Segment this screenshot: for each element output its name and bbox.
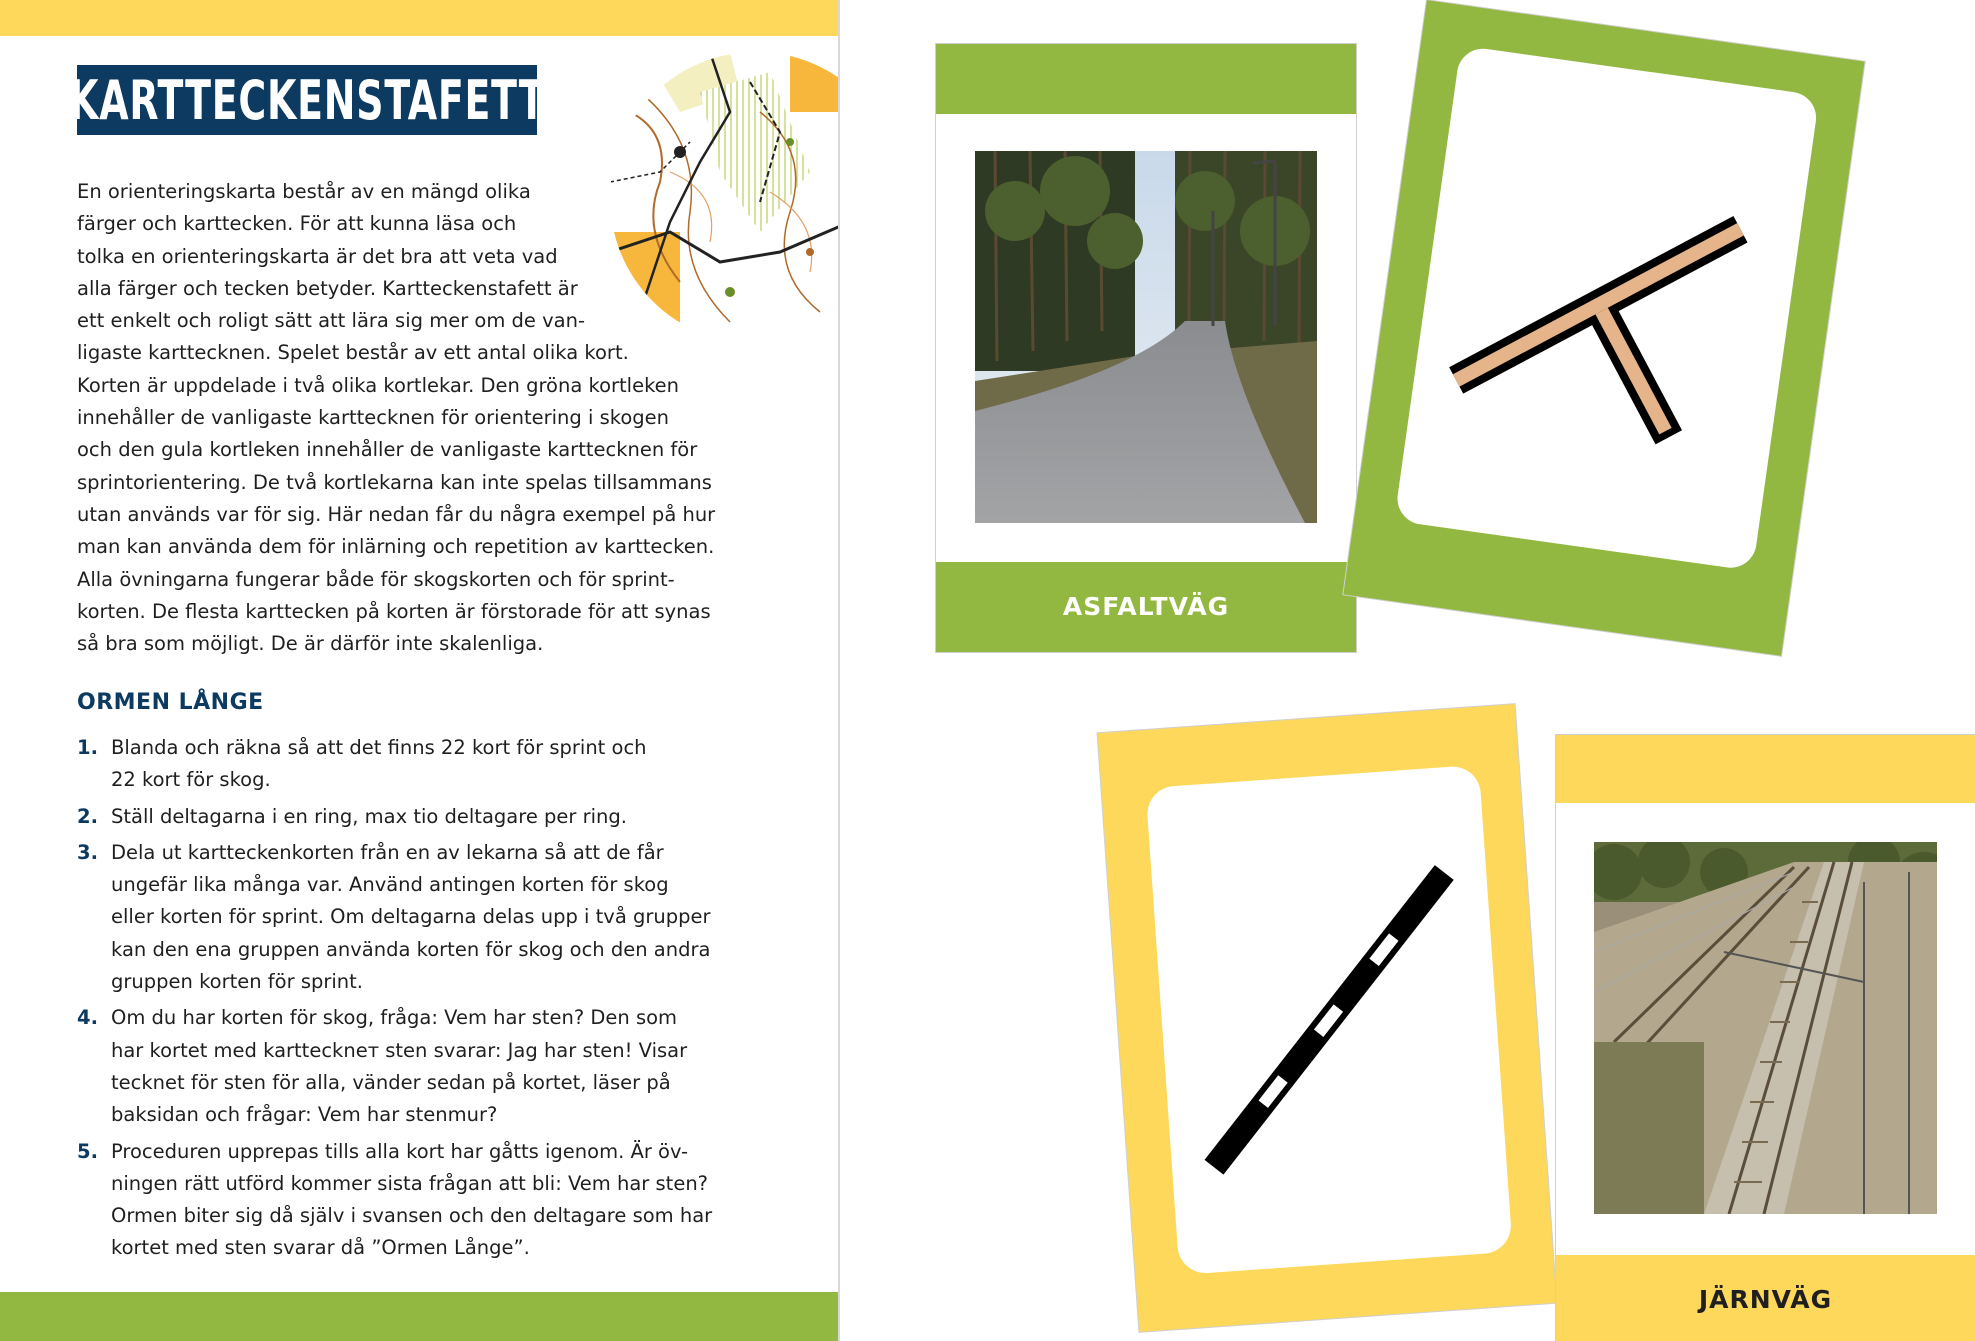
intro-line: korten. De flesta karttecken på korten är förstorade för att synas <box>77 599 711 623</box>
step-line: Proceduren upprepas tills alla kort har gåtts igenom. Är öv- <box>111 1139 689 1163</box>
intro-line: man kan använda dem för inlärning och repetition av karttecken. <box>77 535 715 559</box>
steps-list <box>77 732 777 1269</box>
top-yellow-band <box>0 0 838 36</box>
intro-line: och den gula kortleken innehåller de vanligaste karttecknen för <box>77 438 698 462</box>
railway-photo <box>1594 842 1937 1214</box>
intro-paragraph <box>77 176 777 660</box>
step-number: 1. <box>77 736 98 759</box>
road-photo <box>975 151 1317 523</box>
step-number: 3. <box>77 840 98 864</box>
step-line: baksidan och frågar: Vem har stenmur? <box>111 1103 498 1127</box>
step-line: Ormen biter sig då själv i svansen och den deltagare som har <box>111 1204 713 1228</box>
step-line: 22 kort för skog. <box>111 768 271 792</box>
intro-line: En orienteringskarta består av en mängd olika <box>77 180 531 203</box>
step-line: tecknet för sten för alla, vänder sedan på kortet, läser på <box>111 1070 671 1094</box>
card-asfaltvag-symbol <box>1343 0 1864 656</box>
step-number: 4. <box>77 1006 98 1030</box>
card-asfaltvag-photo <box>936 44 1356 652</box>
left-page <box>0 0 840 1341</box>
card-label-jarnvag: JÄRNVÄG <box>1698 1285 1833 1314</box>
step-item <box>77 801 777 833</box>
step-line: Dela ut kartteckenkorten från en av lekarna så att de får <box>111 840 664 864</box>
page-title-box <box>68 65 546 135</box>
intro-line: tolka en orienteringskarta är det bra att veta vad <box>77 244 558 268</box>
page-title: KARTTECKENSTAFETT <box>68 68 546 132</box>
intro-line: Korten är uppdelade i två olika kortlekar. Den gröna kortleken <box>77 373 680 397</box>
step-item <box>77 1136 777 1265</box>
intro-line: innehåller de vanligaste karttecknen för orientering i skogen <box>77 406 669 430</box>
intro-line: så bra som möjligt. De är därför inte skalenliga. <box>77 632 544 656</box>
intro-line: färger och karttecken. För att kunna läsa och <box>77 212 517 236</box>
step-item <box>77 837 777 998</box>
step-line: Ställ deltagarna i en ring, max tio deltagare per ring. <box>111 804 627 828</box>
intro-line: ett enkelt och roligt sätt att lära sig mer om de van- <box>77 309 585 333</box>
card-jarnvag-photo <box>1556 735 1975 1341</box>
road-junction-symbol <box>1394 45 1819 571</box>
card-label-asfaltvag: ASFALTVÄG <box>1062 592 1230 621</box>
card-green-top-band <box>936 44 1356 114</box>
road-photo-image <box>975 151 1317 523</box>
step-line: gruppen korten för sprint. <box>111 970 363 994</box>
intro-line: utan används var för sig. Här nedan får du några exempel på hur <box>77 502 716 526</box>
intro-line: Alla övningarna fungerar både för skogskorten och för sprint- <box>77 567 675 591</box>
step-line: eller korten för sprint. Om deltagarna delas upp i två grupper <box>111 905 711 929</box>
intro-line: sprintorientering. De två kortlekarna kan inte spelas tillsammans <box>77 470 712 494</box>
step-line: ningen rätt utförd kommer sista frågan att bli: Vem har sten? <box>111 1171 709 1195</box>
railway-symbol <box>1146 765 1513 1275</box>
step-line: kortet med sten svarar då ”Ormen Långe”. <box>111 1236 530 1260</box>
step-item <box>77 1002 777 1131</box>
step-line: kan den ena gruppen använda korten för skog och den andra <box>111 937 711 961</box>
step-number: 5. <box>77 1139 98 1163</box>
railway-photo-image <box>1594 842 1937 1214</box>
card-jarnvag-symbol <box>1098 704 1557 1332</box>
step-line: Blanda och räkna så att det finns 22 kort för sprint och <box>111 736 647 759</box>
section-heading: ORMEN LÅNGE <box>77 690 264 715</box>
card-yellow-top-band <box>1556 735 1975 803</box>
step-line: ungefär lika många var. Använd antingen korten för skog <box>111 873 669 897</box>
bottom-green-band <box>0 1292 838 1341</box>
intro-line: ligaste karttecknen. Spelet består av ett antal olika kort. <box>77 341 629 365</box>
intro-line: alla färger och tecken betyder. Kartteckenstafett är <box>77 276 578 300</box>
step-line: Om du har korten för skog, fråga: Vem har sten? Den som <box>111 1006 678 1030</box>
step-item <box>77 732 777 797</box>
step-line: har kortet med kartteckneт sten svarar: Jag har sten! Visar <box>111 1038 688 1062</box>
step-number: 2. <box>77 804 98 828</box>
